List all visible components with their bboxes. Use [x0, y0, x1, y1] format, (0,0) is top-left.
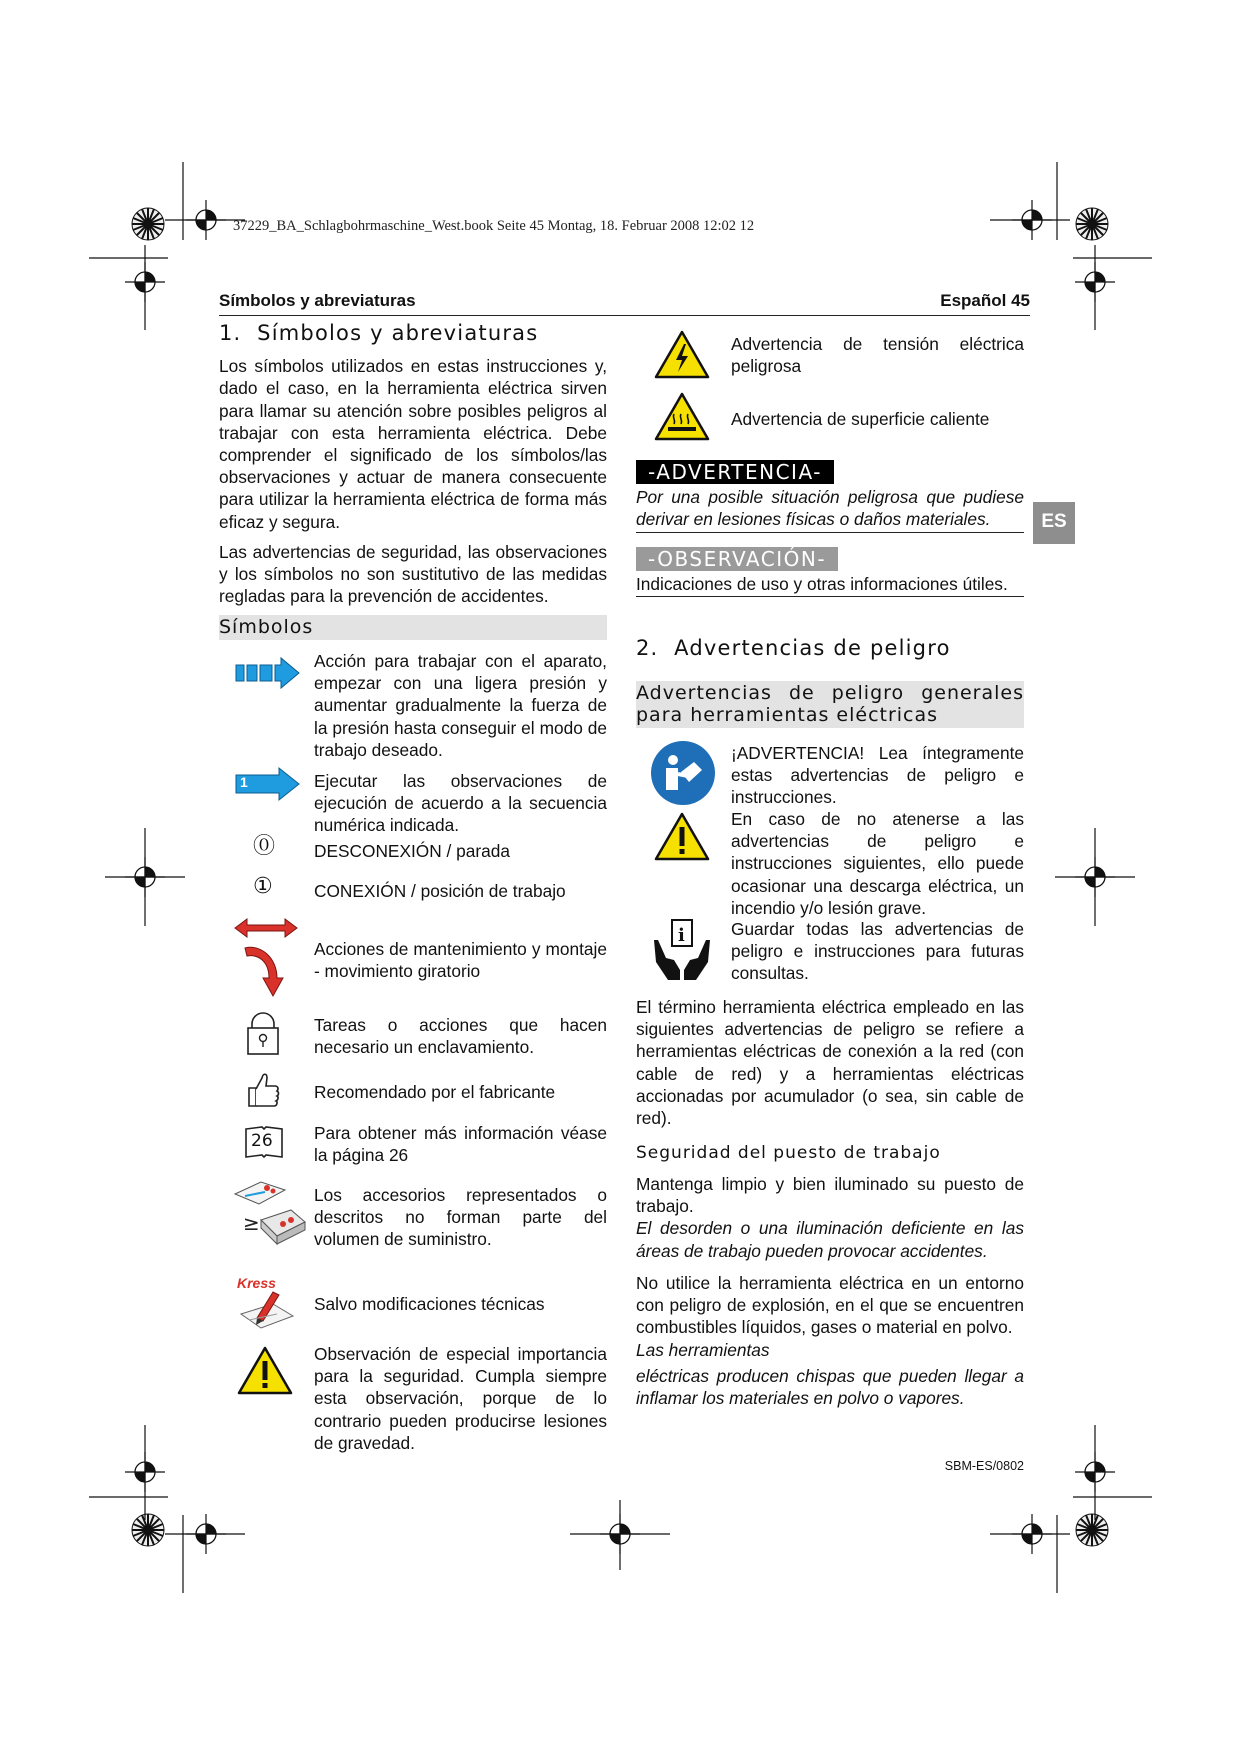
- file-header: 37229_BA_Schlagbohrmaschine_West.book Seite 45 Montag, 18. Februar 2008 12:02 12: [233, 218, 755, 234]
- workplace-reason-1: El desorden o una iluminación deficiente en las áreas de trabajo pueden provocar accidentes.: [636, 1218, 1024, 1261]
- observacion-block: [636, 547, 1024, 597]
- accessories-icon: [227, 1178, 307, 1252]
- symbols-list: [219, 0, 607, 1755]
- symbol-text-maintenance: Acciones de mantenimiento y montaje - movimiento giratorio: [314, 939, 607, 982]
- symbols-heading: Símbolos: [219, 615, 607, 640]
- read-warning-text: ¡ADVERTENCIA! Lea íntegramente estas advertencias de peligro e instrucciones.: [731, 743, 1024, 808]
- running-header-right: Español 45: [940, 291, 1030, 310]
- section-heading-2: 2. Advertencias de peligro: [636, 636, 951, 660]
- right-column: [636, 0, 1024, 1755]
- symbol-text-off: DESCONEXIÓN / parada: [314, 841, 510, 861]
- advertencia-block: [636, 460, 1024, 533]
- book-page-number: 26: [251, 1131, 273, 1151]
- section-heading-1: 1. Símbolos y abreviaturas: [219, 321, 539, 345]
- svg-text:i: i: [678, 925, 685, 946]
- observacion-label: -OBSERVACIÓN-: [636, 547, 838, 571]
- hot-surface-icon: [654, 392, 710, 442]
- symbol-text-important: Observación de especial importancia para la seguridad. Cumpla siempre esta observación, porque de lo contrario pueden producirse lesiones de gravedad.: [314, 1344, 607, 1453]
- intro-paragraph: Los símbolos utilizados en estas instrucciones y, dado el caso, en la herramienta eléctrica sirven para llamar su atención sobre posibles peligros al trabajar con esta herramienta eléctrica. Debe comprender el significado de los símbolos/las observaciones y actuar de manera consecuente para utilizar la herramienta eléctrica de forma más eficaz y segura.: [219, 356, 607, 532]
- workplace-reason-2b: eléctricas producen chispas que pueden llegar a inflamar los materiales en polvo o vapores.: [636, 1365, 1024, 1409]
- language-tab: ES: [1033, 502, 1075, 544]
- symbol-text-lock: Tareas o acciones que hacen necesario un enclavamiento.: [314, 1015, 607, 1058]
- hot-surface-text: Advertencia de superficie caliente: [731, 409, 990, 429]
- workplace-paragraph-2: [636, 1272, 1024, 1409]
- warning-triangle-icon-2: [654, 812, 710, 862]
- symbol-text-sequence: Ejecutar las observaciones de ejecución de acuerdo a la secuencia numérica indicada.: [314, 771, 607, 836]
- off-symbol-icon: ⓪: [253, 834, 276, 859]
- footer-code: SBM-ES/0802: [944, 1459, 1024, 1473]
- electric-warning-text: Advertencia de tensión eléctrica peligrosa: [731, 334, 1024, 377]
- thumbs-up-icon: [245, 1070, 281, 1110]
- symbol-text-accessories: Los accesorios representados o descritos no forman parte del volumen de suministro.: [314, 1185, 607, 1250]
- warning-triangle-icon: [237, 1346, 293, 1396]
- symbol-text-reference: Para obtener más información véase la página 26: [314, 1123, 607, 1166]
- symbol-text-modifications: Salvo modificaciones técnicas: [314, 1294, 545, 1314]
- general-warnings-heading: Advertencias de peligro generales para herramientas eléctricas: [636, 682, 1024, 726]
- svg-text:≥: ≥: [243, 1211, 260, 1235]
- kress-logo: Kress: [237, 1275, 276, 1291]
- workplace-instruction-1: Mantenga limpio y bien iluminado su puesto de trabajo.: [636, 1174, 1024, 1217]
- press-arrow-icon: [235, 655, 301, 691]
- advertencia-text: Por una posible situación peligrosa que pudiese derivar en lesiones físicas o daños materiales.: [636, 486, 1024, 532]
- advertencia-label: -ADVERTENCIA-: [636, 460, 834, 484]
- workplace-heading: Seguridad del puesto de trabajo: [636, 1143, 941, 1163]
- observacion-text: Indicaciones de uso y otras informaciones útiles.: [636, 573, 1024, 597]
- sequence-number: 1: [240, 774, 248, 790]
- term-paragraph: El término herramienta eléctrica empleado en las siguientes advertencias de peligro se refiere a herramientas eléctricas de conexión a la red (con cable de red) y a herramientas eléctricas accionadas por acumulador (o sea, sin cable de red).: [636, 997, 1024, 1129]
- safety-paragraph: Las advertencias de seguridad, las observaciones y los símbolos no son sustitutivo de las medidas regladas para la prevención de accidentes.: [219, 541, 607, 607]
- workplace-reason-2a: Las herramientas: [636, 1339, 770, 1360]
- workplace-instruction-2: No utilice la herramienta eléctrica en un entorno con peligro de explosión, en el que se encuentren combustibles líquidos, gases o material en polvo.: [636, 1273, 1024, 1338]
- lock-icon: [245, 1012, 281, 1056]
- rotation-arrows-icon: [233, 918, 299, 998]
- electric-warning-icon: [654, 330, 710, 380]
- symbol-text-recommended: Recomendado por el fabricante: [314, 1082, 556, 1102]
- workplace-paragraph-1: [636, 1173, 1024, 1262]
- running-header-left: Símbolos y abreviaturas: [219, 291, 416, 310]
- on-symbol-icon: ①: [253, 874, 273, 899]
- pen-on-paper-icon: [237, 1288, 297, 1332]
- keep-instructions-icon: [652, 918, 712, 982]
- keep-instructions-text: Guardar todas las advertencias de peligro e instrucciones para futuras consultas.: [731, 919, 1024, 984]
- noncompliance-text: En caso de no atenerse a las advertencias de peligro e instrucciones siguientes, ello puede ocasionar una descarga eléctrica, un incendio y/o lesión grave.: [731, 809, 1024, 918]
- symbol-text-on: CONEXIÓN / posición de trabajo: [314, 881, 566, 901]
- symbol-text-press: Acción para trabajar con el aparato, empezar con una ligera presión y aumentar gradualmente la fuerza de la presión hasta conseguir el modo de trabajo deseado.: [314, 651, 607, 760]
- read-manual-icon: [650, 740, 716, 806]
